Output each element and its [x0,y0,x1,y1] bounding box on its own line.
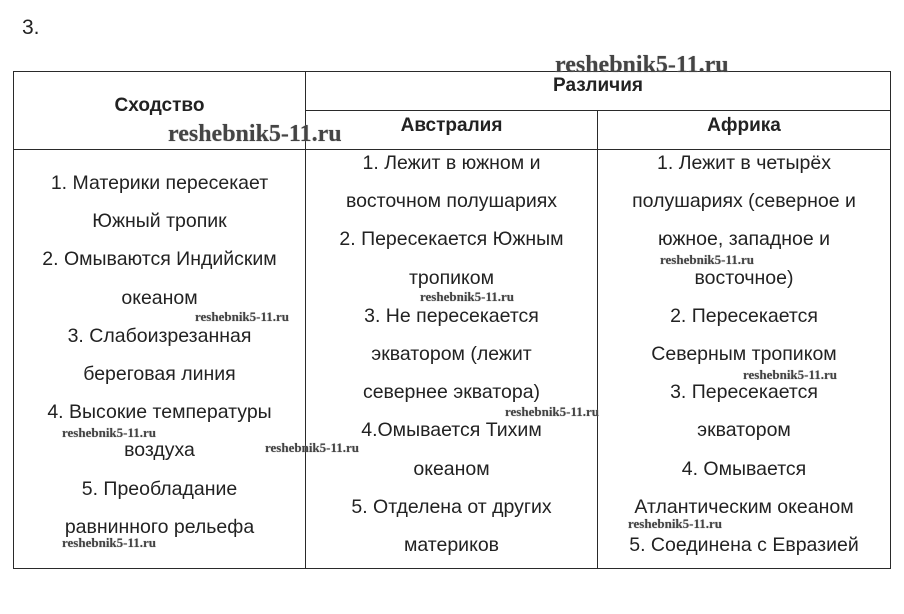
header-differences: Различия [553,75,643,96]
australia-line: севернее экватора) [362,381,541,404]
similarity-line: 1. Материки пересекает [50,172,269,194]
australia-line: 5. Отделена от других [351,495,552,518]
africa-line: 5. Соединена с Евразией [629,533,859,556]
similarity-line: 3. Слабоизрезанная [67,324,252,347]
australia-line: тропиком [408,266,495,289]
watermark: reshebnik5-11.ru [265,440,360,455]
watermark: reshebnik5-11.ru [505,404,600,419]
similarity-line: воздуха [124,439,195,462]
watermark: reshebnik5-11.ru [628,516,723,531]
australia-line: 2. Пересекается Южным [339,228,564,251]
australia-line: океаном [413,457,490,480]
differences-subheader-line [305,110,891,111]
similarity-line: равнинного рельефа [64,515,255,538]
similarity-line: океаном [121,286,198,309]
watermark: reshebnik5-11.ru [195,309,290,324]
header-australia: Австралия [400,115,503,136]
africa-line: 1. Лежит в четырёх [657,152,831,174]
australia-line: восточном полушариях [345,190,558,213]
australia-line: материков [403,533,500,556]
header-africa: Африка [707,115,781,136]
australia-line: 3. Не пересекается [364,304,539,327]
watermark: reshebnik5-11.ru [660,252,755,267]
australia-line: 1. Лежит в южном и [362,152,541,174]
africa-line: 3. Пересекается [670,381,818,404]
africa-line: восточное) [694,266,794,289]
similarity-line: 4. Высокие температуры [47,401,272,424]
similarity-cell [14,164,305,546]
watermark: reshebnik5-11.ru [168,121,342,147]
africa-line: полушариях (северное и [632,190,856,213]
similarity-line: 2. Омываются Индийским [42,248,277,271]
table-border-right [890,71,891,569]
watermark: reshebnik5-11.ru [420,289,515,304]
australia-line: 4.Омывается Тихим [361,419,542,442]
similarity-line: береговая линия [83,362,236,385]
africa-line: 4. Омывается [681,457,807,480]
africa-cell [598,144,890,564]
watermark: reshebnik5-11.ru [743,367,838,382]
watermark: reshebnik5-11.ru [555,52,729,78]
watermark: reshebnik5-11.ru [62,535,157,550]
africa-line: экватором [697,419,791,442]
africa-line: Северным тропиком [651,342,837,365]
australia-line: экватором (лежит [371,342,532,365]
africa-line: Атлантическим океаном [634,495,854,518]
table-border-bottom [13,568,891,569]
similarity-line: Южный тропик [92,210,227,233]
africa-line: 2. Пересекается [670,304,818,327]
similarity-line: 5. Преобладание [81,477,238,500]
australia-cell [306,144,600,564]
watermark: reshebnik5-11.ru [62,425,157,440]
africa-line: южное, западное и [657,228,831,251]
table-border-top [13,71,891,72]
task-number: 3. [22,16,40,39]
header-similarity: Сходство [114,95,205,116]
